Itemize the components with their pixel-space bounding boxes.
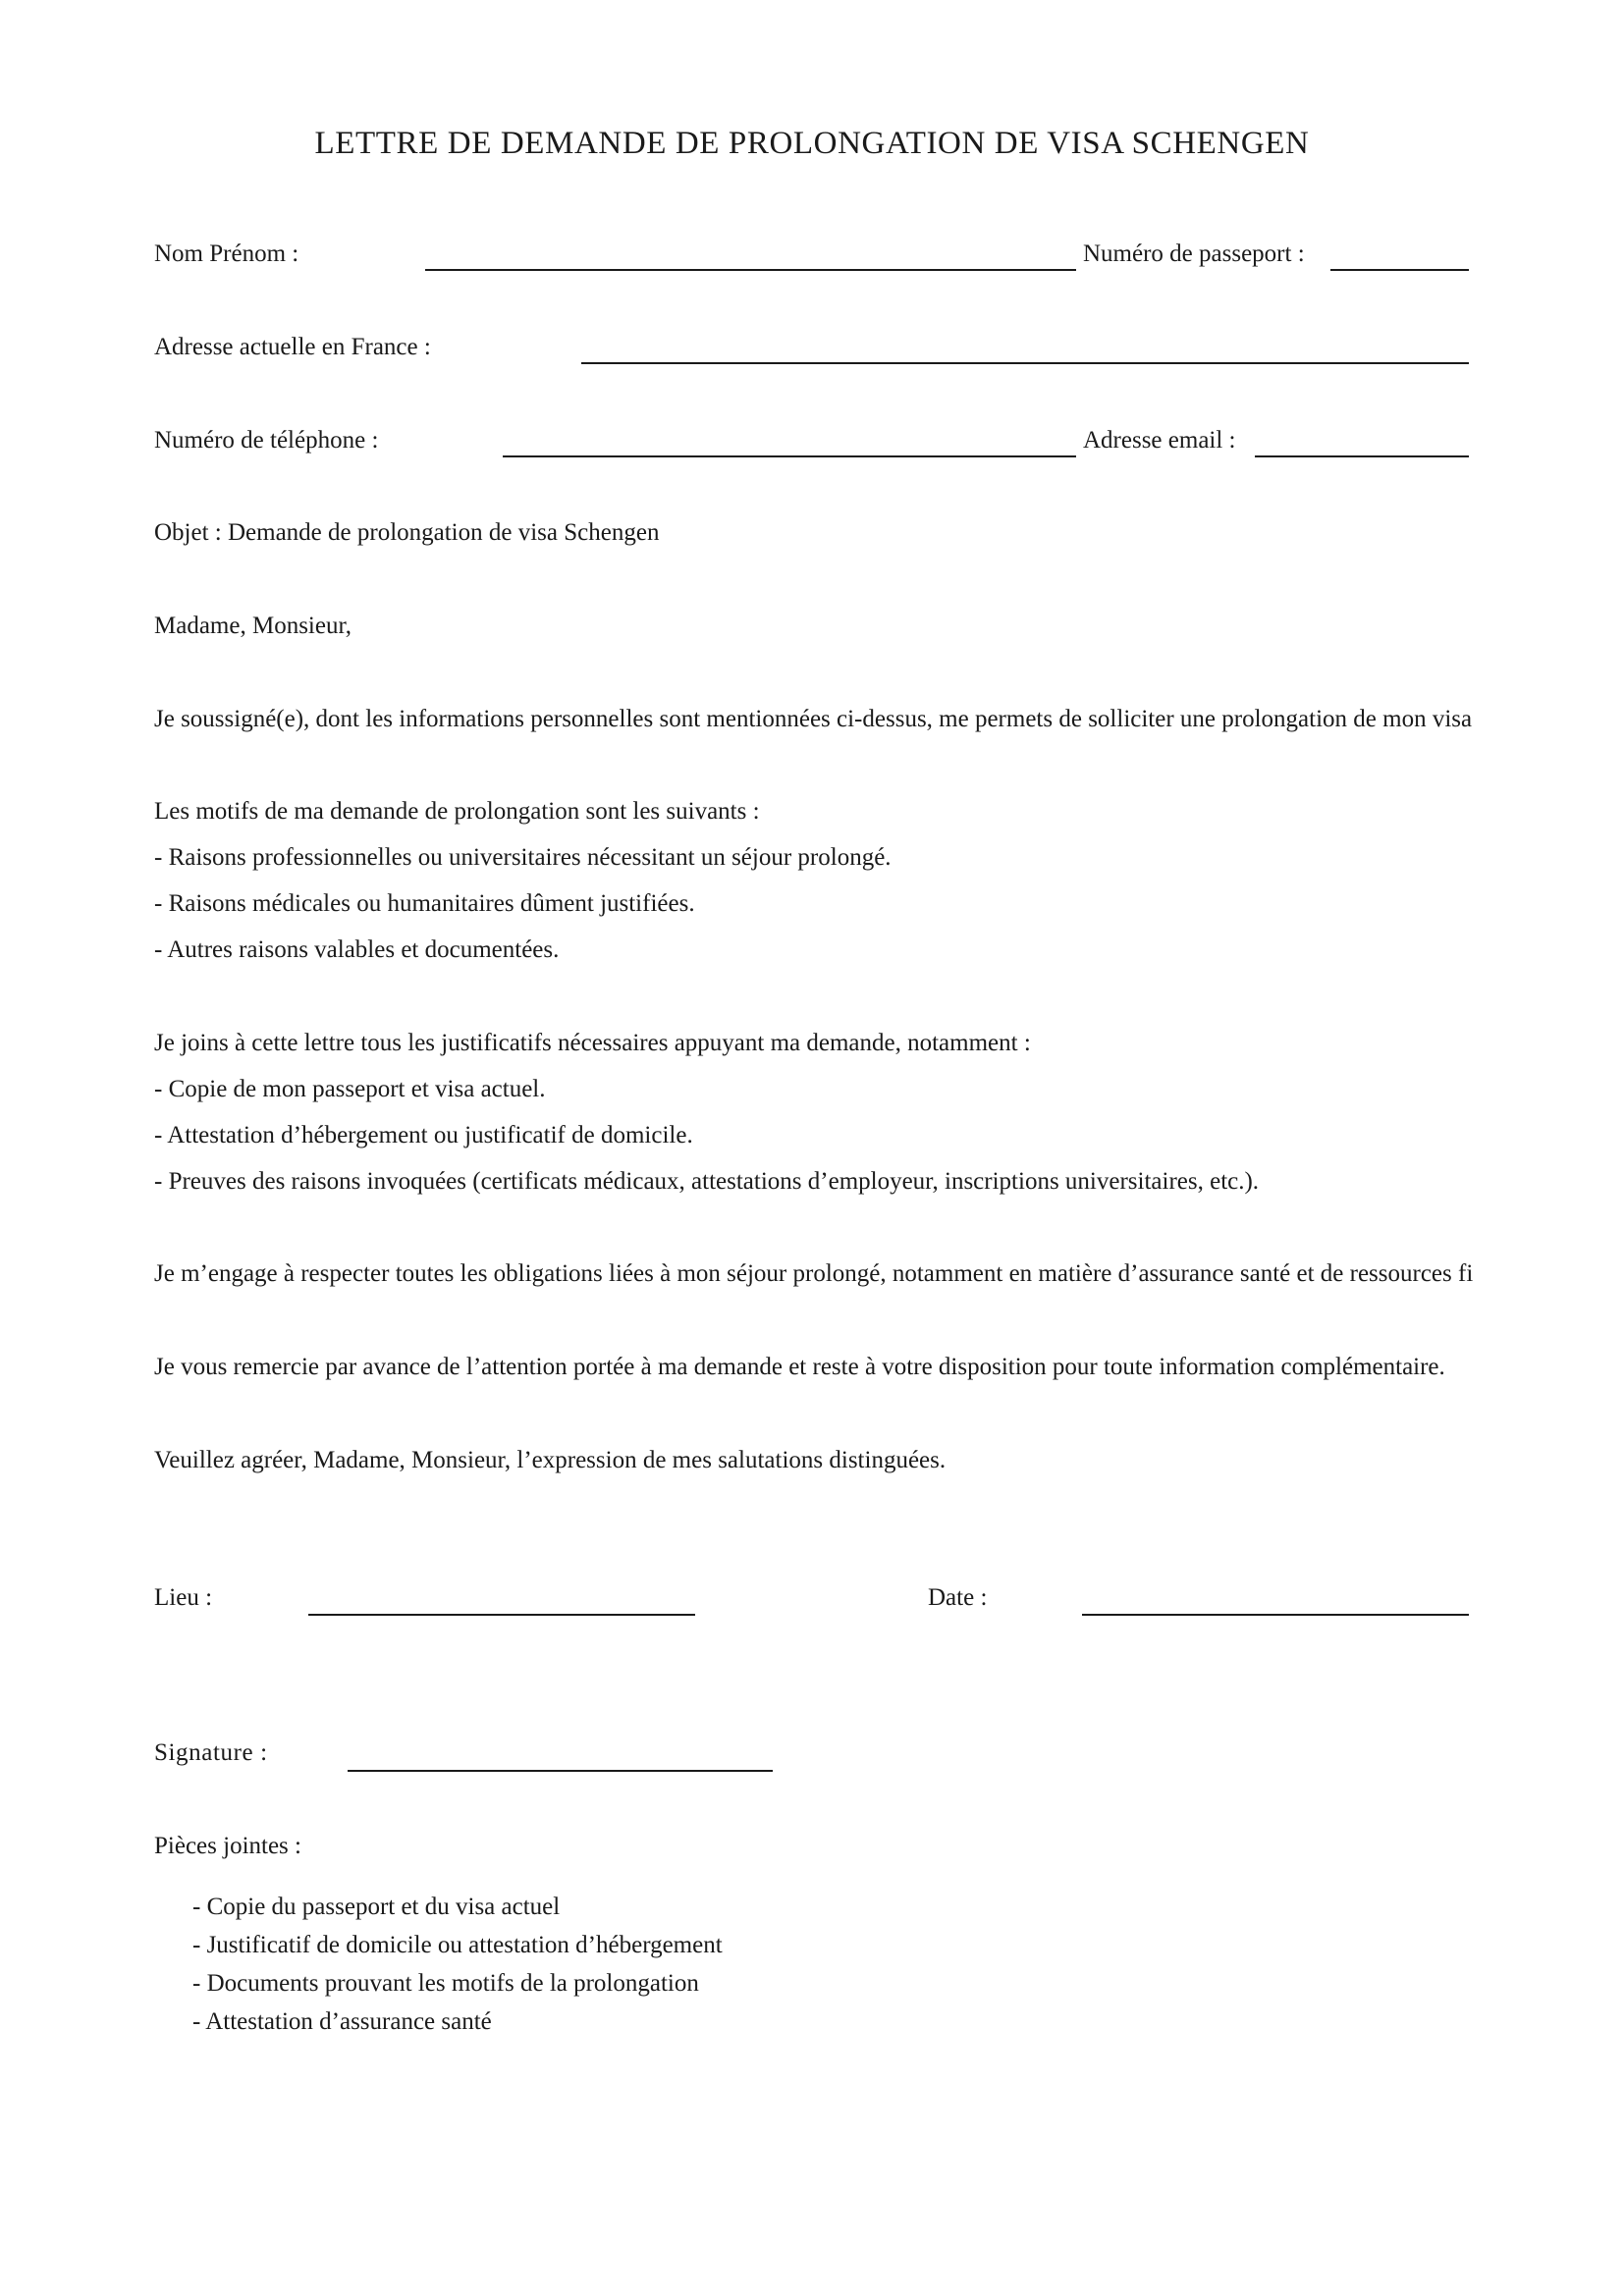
- piece-jointe-item: - Justificatif de domicile ou attestation d’hébergement: [192, 1932, 723, 1958]
- lieu-label: Lieu :: [154, 1584, 213, 1611]
- telephone-line[interactable]: [503, 455, 1076, 457]
- nom-prenom-line[interactable]: [425, 269, 1076, 271]
- piece-jointe-item: - Attestation d’assurance santé: [192, 2008, 492, 2035]
- objet-line: Objet : Demande de prolongation de visa Schengen: [154, 519, 660, 546]
- formule-politesse: Veuillez agréer, Madame, Monsieur, l’expression de mes salutations distinguées.: [154, 1447, 947, 1473]
- motif-item: - Raisons professionnelles ou universitaires nécessitant un séjour prolongé.: [154, 844, 892, 871]
- page-title: LETTRE DE DEMANDE DE PROLONGATION DE VISA SCHENGEN: [314, 126, 1310, 161]
- piece-jointe-item: - Copie du passeport et du visa actuel: [192, 1894, 561, 1920]
- piece-jointe-item: - Documents prouvant les motifs de la prolongation: [192, 1970, 699, 1997]
- date-line[interactable]: [1082, 1614, 1469, 1616]
- intro-paragraph: Je soussigné(e), dont les informations personnelles sont mentionnées ci-dessus, me permets de solliciter une prolongation de mon visa: [154, 706, 1473, 732]
- date-label: Date :: [928, 1584, 988, 1611]
- nom-prenom-label: Nom Prénom :: [154, 240, 299, 267]
- justificatif-item: - Preuves des raisons invoquées (certificats médicaux, attestations d’employeur, inscriptions universitaires, etc.).: [154, 1168, 1260, 1195]
- email-label: Adresse email :: [1083, 427, 1236, 454]
- motifs-heading: Les motifs de ma demande de prolongation sont les suivants :: [154, 798, 760, 825]
- signature-line[interactable]: [348, 1770, 773, 1772]
- email-line[interactable]: [1255, 455, 1469, 457]
- signature-label: Signature :: [154, 1739, 268, 1766]
- engagement-paragraph: Je m’engage à respecter toutes les obligations liées à mon séjour prolongé, notamment en matière d’assurance santé et de ressources fi: [154, 1260, 1474, 1287]
- remerciement-paragraph: Je vous remercie par avance de l’attention portée à ma demande et reste à votre disposition pour toute information complémentaire.: [154, 1354, 1445, 1380]
- adresse-label: Adresse actuelle en France :: [154, 334, 431, 360]
- numero-passeport-line[interactable]: [1330, 269, 1469, 271]
- telephone-label: Numéro de téléphone :: [154, 427, 379, 454]
- justificatifs-heading: Je joins à cette lettre tous les justificatifs nécessaires appuyant ma demande, notamment :: [154, 1030, 1031, 1056]
- lieu-line[interactable]: [308, 1614, 695, 1616]
- justificatif-item: - Copie de mon passeport et visa actuel.: [154, 1076, 546, 1102]
- justificatif-item: - Attestation d’hébergement ou justificatif de domicile.: [154, 1122, 693, 1148]
- pieces-jointes-heading: Pièces jointes :: [154, 1833, 301, 1859]
- motif-item: - Raisons médicales ou humanitaires dûment justifiées.: [154, 890, 695, 917]
- salutation: Madame, Monsieur,: [154, 613, 352, 639]
- adresse-line[interactable]: [581, 362, 1469, 364]
- motif-item: - Autres raisons valables et documentées.: [154, 936, 560, 963]
- numero-passeport-label: Numéro de passeport :: [1083, 240, 1305, 267]
